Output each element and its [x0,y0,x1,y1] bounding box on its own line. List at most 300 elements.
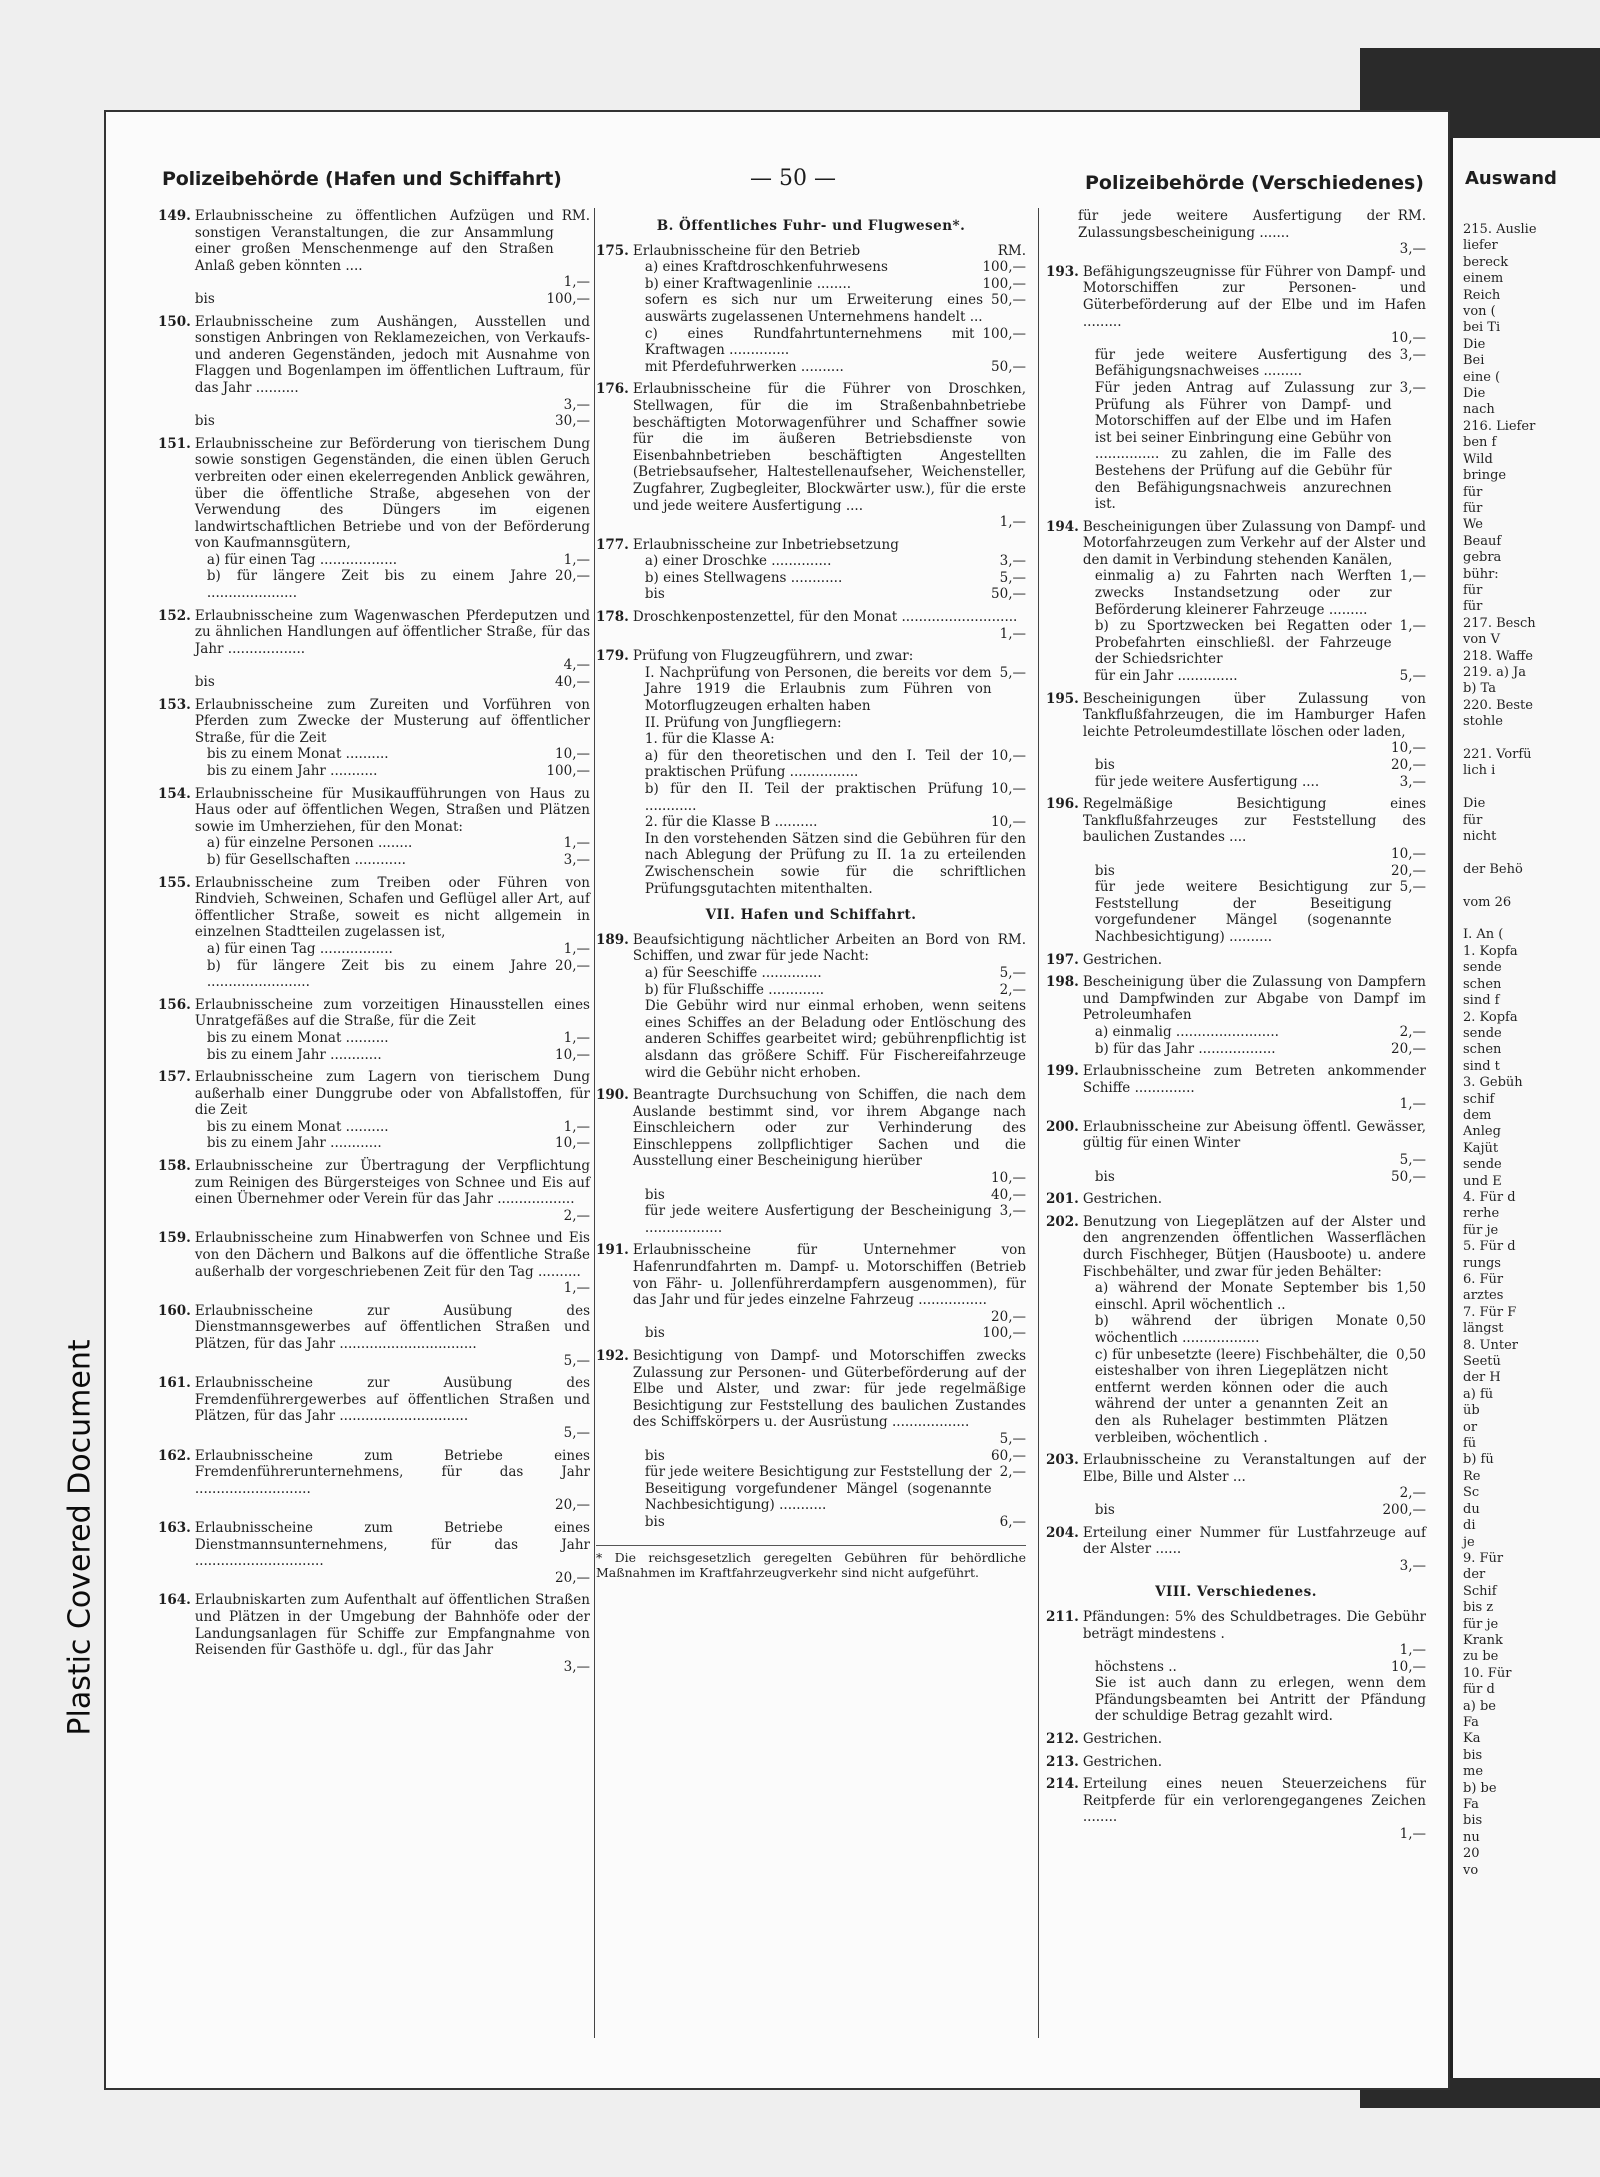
fee-label: für jede weitere Ausfertigung des Befähigungsnachweises ......... [1094,346,1392,380]
fee-value: 3,— [1399,379,1426,396]
entry-number: 214. [1046,1776,1079,1793]
adjacent-page-line: 1. Kopfa [1463,943,1518,959]
fee-entry [1046,519,1426,685]
entry-text: Gestrichen. [1082,1753,1163,1770]
entry-text: Erlaubnisscheine zur Inbetriebsetzung [632,536,899,553]
entry-text: Erteilung einer Nummer für Lustfahrzeuge auf der Alster ...... [1082,1524,1426,1558]
fee-label: c) für unbesetzte (leere) Fischbehälter, die eisteshalber von ihren Liegeplätzen nicht entfernt werden können oder die auch während der unter a genannten Zeit an den als Ruhelager bestimmten Plätzen verbleiben, wöchentlich . [1094,1346,1388,1446]
fee-value: 60,— [991,1447,1026,1464]
entry-text: Erlaubnisscheine für Musikaufführungen von Haus zu Haus oder auf öffentlichen Wegen, Straßen und Plätzen sowie im Umherziehen, für den Monat: [194,785,590,835]
fee-row [195,1353,590,1370]
adjacent-page-line [1463,845,1537,861]
fee-value: 5,— [1399,1152,1426,1169]
fee-row [195,552,590,569]
entry-body [633,932,1026,1081]
fee-entry [596,381,1026,530]
entry-text: Besichtigung von Dampf- und Motorschiffen zwecks Zulassung zur Personen- und Güterbeförderung auf der Elbe und Alster, und zwar: für jede regelmäßige Besichtigung zur Feststellung des baulichen Zustandes des Schiffskörpers u. der Ausrüstung .................. [632,1348,1026,1431]
fee-label: bis [1094,1168,1115,1185]
entry-body [1083,796,1426,945]
fee-label: a) einer Droschke .............. [644,553,832,570]
entry-number [1046,208,1074,258]
adjacent-page-line: bis [1463,1813,1483,1829]
adjacent-page-line: Re [1463,1468,1481,1484]
entry-body [195,786,590,869]
entry-text: Erlaubnisscheine zur Abeisung öffentl. Gewässer, gültig für einen Winter [1082,1118,1426,1152]
fee-row [633,1187,1026,1204]
entry-text: Erlaubnisscheine zur Ausübung des Dienstmannsgewerbes auf öffentlichen Straßen und Plätzen, für das Jahr ................................ [194,1302,590,1352]
adjacent-page-line: für je [1463,1616,1499,1632]
fee-entry [158,608,590,691]
fee-label: b) zu Sportzwecken bei Regatten oder Probefahrten einschließl. der Fahrzeuge der Schiedsrichter [1094,618,1392,668]
entry-text: Gestrichen. [1082,1731,1163,1748]
entry-note: Sie ist auch dann zu erlegen, wenn dem Pfändungsbeamten bei Antritt der Pfändung der schuldige Betrag gezahlt wird. [1094,1675,1426,1725]
entry-number: 176. [596,381,629,398]
fee-row [633,359,1026,376]
fee-value: 4,— [563,657,590,674]
entry-body [195,1375,590,1441]
fee-label: einmalig a) zu Fahrten nach Werften zwecks Instandsetzung oder zur Beförderung kleinerer Fahrzeuge ......... [1094,568,1392,618]
column-3-entries-misc [1046,1609,1426,1843]
adjacent-page-line: vom 26 [1463,894,1512,910]
fee-row [195,1030,590,1047]
entry-text: Erlaubnisscheine zum Wagenwaschen Pferdeputzen und zu ähnlichen Handlungen auf öffentlicher Straße, für das Jahr .................. [194,607,590,657]
fee-entry [1046,691,1426,791]
adjacent-page-line: Schif [1463,1583,1497,1599]
fee-row [633,626,1026,643]
fee-entry [158,997,590,1063]
fee-entry [1046,974,1426,1057]
entry-body [633,1242,1026,1342]
entry-text-content: Erlaubnisscheine für den Betrieb [632,242,861,259]
fee-label: b) für längere Zeit bis zu einem Jahre ........................ [206,957,548,991]
fee-value [1018,715,1026,732]
section-heading-vii: VII. Hafen und Schiffahrt. [705,907,917,924]
entry-body [195,436,590,602]
fee-row [195,1119,590,1136]
fee-value: 1,— [563,551,590,568]
entry-text: Erlaubnisscheine zum Aushängen, Ausstellen und sonstigen Anbringen von Reklamezeichen, von Verkaufs- und anderen Gegenständen, jedoch mit Ausnahme von Flaggen und Bogenlampen im öffentlichen Luftraum, für das Jahr .......... [194,313,590,396]
entry-text: Regelmäßige Besichtigung eines Tankflußfahrzeuges zur Feststellung des baulichen Zustandes .... [1082,796,1426,846]
adjacent-page-line: 220. Beste [1463,697,1533,713]
adjacent-page-line: Anleg [1463,1124,1501,1140]
fee-value: 3,— [563,396,590,413]
adjacent-page-line: sind t [1463,1058,1500,1074]
fee-row [633,665,1026,715]
fee-row [1083,863,1426,880]
fee-entry [158,1230,590,1296]
fee-value: 1,— [563,835,590,852]
fee-entry [1046,208,1426,258]
fee-entry [1046,1525,1426,1575]
fee-row [1083,1826,1426,1843]
adjacent-page-line: Sc [1463,1485,1480,1501]
fee-value: 100,— [982,325,1026,342]
fee-value: 10,— [555,1046,590,1063]
adjacent-page-line: 2. Kopfa [1463,1009,1518,1025]
entry-number: 201. [1046,1191,1079,1208]
entry-text: Prüfung von Flugzeugführern, und zwar: [632,648,914,665]
fee-row [633,1203,1026,1236]
entry-number: 153. [158,696,191,713]
fee-label: c) eines Rundfahrtunternehmens mit Kraftwagen .............. [644,325,975,359]
fee-value: 5,— [999,664,1026,681]
entry-body [1083,264,1426,513]
adjacent-page-line: ben f [1463,435,1497,451]
fee-row [1083,618,1426,668]
fee-entry [158,208,590,308]
document-page [104,110,1450,2090]
fee-value: 10,— [1391,845,1426,862]
adjacent-page-line: sind f [1463,993,1500,1009]
fee-entry [1046,264,1426,513]
entry-number: 163. [158,1519,191,1536]
entry-number: 197. [1046,951,1079,968]
fee-label: 1. für die Klasse A: [644,731,775,748]
fee-value: 3,— [1399,1557,1426,1574]
fee-label: bis [644,1513,665,1530]
fee-value: 3,— [1399,241,1426,258]
entry-number: 149. [158,208,191,224]
fee-value: 2,— [1399,1023,1426,1040]
fee-row [195,274,590,291]
entry-body [195,314,590,430]
fee-row [195,413,590,430]
adjacent-page-line: Bei [1463,353,1485,369]
header-left-title: Polizeibehörde (Hafen und Schiffahrt) [162,168,562,190]
fee-value: 20,— [555,568,590,585]
adjacent-page-line: bei Ti [1463,320,1501,336]
fee-entry [1046,1776,1426,1842]
adjacent-page-line: 221. Vorfü [1463,747,1532,762]
fee-row [1083,1280,1426,1313]
section-heading-b: B. Öffentliches Fuhr- und Flugwesen*. [656,218,966,234]
fee-label: bis [644,1186,665,1203]
adjacent-page-line: schif [1463,1091,1495,1107]
entry-body [1083,691,1426,791]
fee-label: sofern es sich nur um Erweiterung eines auswärts zugelassenen Unternehmens handelt ... [644,292,984,325]
adjacent-page-line: nu [1463,1829,1480,1845]
entry-text: Bescheinigungen über Zulassung von Tankflußfahrzeugen, die im Hamburger Hafen leichte Petroleumdestillate löschen oder laden, [1082,690,1426,740]
fee-label: b) während der übrigen Monate wöchentlich .................. [1094,1313,1388,1346]
fee-row [633,570,1026,587]
adjacent-page-line: sende [1463,960,1502,976]
fee-value: 10,— [991,814,1026,831]
fee-row [1083,846,1426,863]
fee-entry [596,1348,1026,1531]
fee-row [1083,1558,1426,1575]
entry-body [633,243,1026,376]
fee-row [195,568,590,601]
fee-value: 40,— [555,674,590,691]
entry-text [633,243,1026,260]
fee-label: Für jeden Antrag auf Zulassung zur Prüfung als Führer von Dampf- und Motorschiffen auf der Elbe und im Hafen ist bei seiner Einbringung eine Gebühr von ............... zu zahlen, die im Falle des Bestehens der Prüfung auf die Gebühr für den Befähigungsnachweis anzurechnen ist. [1094,379,1392,513]
entry-text: Erlaubnisscheine für die Führer von Droschken, Stellwagen, für die im Straßenbahnbetriebe beschäftigten Motorwagenführer und Schaffner sowie für die im äußeren Betriebsdienste von Eisenbahnbetrieben beschäftigten Angestellten (Betriebsaufseher, Haltestellenaufseher, Weichensteller, Zugfahrer, Zugbegleiter, Blockwärter usw.), für die erste und jede weitere Ausfertigung .... [632,381,1026,514]
fee-row [633,982,1026,999]
adjacent-page-line: 216. Liefer [1463,418,1536,434]
fee-entry [158,1069,590,1152]
fee-label: für jede weitere Ausfertigung .... [1094,773,1320,790]
fee-label: für jede weitere Besichtigung zur Feststellung der Beseitigung vorgefundener Mängel (sogenannte Nachbesichtigung) ........... [644,1464,992,1514]
fee-label: b) für Gesellschaften ............ [206,851,406,868]
fee-value: 3,— [563,851,590,868]
adjacent-page-line [1463,911,1537,927]
adjacent-page-line [1463,878,1537,894]
adjacent-page-line: 7. Für F [1463,1304,1517,1320]
fee-entry [596,243,1026,376]
entry-number: 191. [596,1242,629,1259]
entry-text-content: für jede weitere Ausfertigung der Zulassungsbescheinigung ....... [1078,208,1390,241]
fee-value: 100,— [982,1325,1026,1342]
fee-value: 5,— [563,1352,590,1369]
adjacent-page-line: 9. Für [1463,1550,1504,1566]
entry-text: Bescheinigung über die Zulassung von Dampfern und Dampfwinden zur Abgabe von Dampf im Petroleumhafen [1082,974,1426,1024]
fee-row [1083,1485,1426,1502]
fee-entry [596,932,1026,1081]
fee-entry [158,1592,590,1675]
fee-value: 10,— [991,781,1026,797]
fee-row [195,941,590,958]
entry-text-row [633,932,1026,965]
entry-body [633,1348,1026,1531]
adjacent-page-line: 10. Für [1463,1665,1512,1681]
fee-row [1083,757,1426,774]
section-heading-viii: VIII. Verschiedenes. [1155,1584,1317,1601]
fee-value: 1,— [999,625,1026,642]
fee-row [195,674,590,691]
adjacent-page-line: bis [1463,1747,1483,1763]
fee-entry [596,1087,1026,1236]
adjacent-page-line: rungs [1463,1255,1501,1271]
column-rule [594,208,595,2038]
adjacent-page-line: Ka [1463,1731,1481,1747]
entry-number: 200. [1046,1118,1079,1135]
fee-entry [1046,1754,1426,1771]
fee-label: 2. für die Klasse B .......... [644,814,818,831]
entry-number: 160. [158,1302,191,1319]
adjacent-page-line: üb [1463,1403,1480,1419]
entry-text-content: Beaufsichtigung nächtlicher Arbeiten an Bord von Schiffen, und zwar für jede Nacht: [632,931,990,965]
entry-number: 151. [158,435,191,452]
entry-body [195,1158,590,1224]
entry-text: Gestrichen. [1082,1191,1163,1208]
fee-row [633,1309,1026,1326]
entry-text: Erteilung eines neuen Steuerzeichens für Reitpferde für ein verlorengegangenes Zeichen ........ [1082,1776,1426,1826]
adjacent-page-line: du [1463,1501,1480,1517]
adjacent-page-line: fü [1463,1436,1477,1452]
fee-value: 1,— [999,514,1026,531]
entry-body [633,1087,1026,1236]
entry-text: Erlaubnisscheine zur Ausübung des Fremdenführergewerbes auf öffentlichen Straßen und Plätzen, für das Jahr .............................. [194,1375,590,1425]
fee-value: 1,— [563,940,590,957]
adjacent-page-line: b) be [1463,1780,1497,1796]
entry-number: 198. [1046,974,1079,991]
adjacent-page-line: für [1463,812,1483,828]
adjacent-page-line: Die [1463,386,1486,402]
entry-number: 150. [158,313,191,330]
fee-row [1083,774,1426,791]
entry-text-content: Erlaubnisscheine zu öffentlichen Aufzügen und sonstigen Veranstaltungen, die zur Ansammlung einer großen Menschenmenge auf den Straßen Anlaß geben könnten .... [194,208,554,274]
fee-value: 1,— [1399,568,1426,585]
entry-body [195,608,590,691]
adjacent-page-line: 219. a) Ja [1463,664,1526,680]
fee-label: bis zu einem Jahr ........... [206,763,378,779]
adjacent-page-line: 3. Gebüh [1463,1075,1523,1091]
column-2-entries-harbour [596,932,1026,1531]
fee-row [195,657,590,674]
entry-number: 164. [158,1592,191,1609]
fee-label: bis [194,290,215,307]
fee-row [195,1047,590,1064]
entry-body [1083,952,1426,969]
column-rule [1038,208,1039,2038]
entry-text: Erlaubnisscheine zum Lagern von tierischem Dung außerhalb einer Dunggrube oder von Abfallstoffen, für die Zeit [194,1069,590,1119]
fee-row [195,763,590,780]
adjacent-page-line: gebra [1463,550,1502,566]
fee-value: 50,— [991,358,1026,375]
fee-value: 20,— [555,957,590,974]
fee-entry [158,1375,590,1441]
adjacent-page-line [1463,780,1537,796]
entry-text: Erlaubnisscheine zum Betriebe eines Dienstmannsunternehmens, für das Jahr .............................. [194,1519,590,1570]
adjacent-page-line: liefer [1463,238,1498,254]
fee-label: II. Prüfung von Jungfliegern: [644,714,842,731]
adjacent-page-line: für [1463,582,1483,598]
fee-row [633,731,1026,748]
fee-value: 5,— [999,1430,1026,1447]
adjacent-page-line: 215. Auslie [1463,222,1537,237]
entry-number: 202. [1046,1213,1079,1230]
fee-label: a) für einzelne Personen ........ [206,835,413,852]
adjacent-page-line: or [1463,1419,1478,1435]
fee-entry [1046,1119,1426,1185]
fee-value: 1,— [1399,1096,1426,1113]
fee-value: 1,— [563,1118,590,1135]
fee-row [633,1325,1026,1342]
fee-row [1083,879,1426,945]
fee-value: 100,— [982,275,1026,292]
adjacent-page-line: di [1463,1518,1476,1534]
adjacent-page-line: zu be [1463,1649,1499,1665]
fee-label: a) eines Kraftdroschkenfuhrwesens [644,259,888,276]
entry-body [1083,1754,1426,1771]
adjacent-page-line: von V [1463,632,1501,648]
fee-label: I. Nachprüfung von Personen, die bereits vor dem Jahre 1919 die Erlaubnis zum Führen von Motorflugzeugen erhalten haben [644,664,992,715]
adjacent-page-line: längst [1463,1321,1504,1337]
fee-row [195,291,590,308]
fee-value: 1,— [1399,618,1426,635]
fee-value: 10,— [1391,740,1426,757]
entry-text: Erlaubniskarten zum Aufenthalt auf öffentlichen Straßen und Plätzen in der Umgebung der Bahnhöfe oder der Landungsanlagen für Schiffe zur Empfangnahme von Reisenden für Gasthöfe u. dgl., für das Jahr [194,1592,590,1659]
fee-row [1083,1642,1426,1659]
fee-value: 2,— [999,1464,1026,1481]
adjacent-page-line: sende [1463,1025,1502,1041]
adjacent-page-line: Reich [1463,287,1501,303]
adjacent-page-line [1463,731,1537,747]
adjacent-page-line: rerhe [1463,1206,1500,1222]
fee-label: bis zu einem Jahr ............ [206,1135,382,1152]
page-header [162,160,1424,200]
fee-value: 1,50 [1395,1280,1426,1297]
entry-body [1078,208,1426,258]
fee-row [195,852,590,869]
fee-label: mit Pferdefuhrwerken .......... [644,358,844,375]
adjacent-page-line: nach [1463,402,1495,418]
entry-body [1083,1776,1426,1842]
fee-row [1083,568,1426,618]
fee-row [633,965,1026,982]
fee-entry [158,1448,590,1514]
fee-row [1083,1169,1426,1186]
entry-number: 190. [596,1087,629,1104]
entry-number: 189. [596,931,629,948]
fee-value: 20,— [555,1569,590,1586]
fee-value: 100,— [982,259,1026,276]
adjacent-page-line: je [1463,1534,1475,1550]
entry-number: 212. [1046,1731,1079,1748]
fee-value: 20,— [1391,757,1426,773]
entry-body [1083,1609,1426,1725]
fee-row [195,746,590,763]
fee-label: höchstens .. [1094,1658,1177,1675]
entry-text: Erlaubnisscheine für Unternehmer von Hafenrundfahrten m. Dampf- u. Motorschiffen (Betrieb von Fähr- u. Jollenführerdampfern ausgenommen), für das Jahr und für jedes einzelne Fahrzeug ................ [632,1242,1026,1309]
entry-number: 195. [1046,690,1079,707]
entry-body [195,1448,590,1514]
entry-text [195,208,590,274]
adjacent-page-line: dem [1463,1107,1492,1123]
adjacent-page-line: 8. Unter [1463,1337,1518,1353]
adjacent-page-line: bereck [1463,254,1509,270]
entry-body [1083,1214,1426,1446]
adjacent-page-line: für [1463,599,1483,615]
fee-value: 3,— [999,1203,1026,1220]
adjacent-page-header: Auswand [1465,168,1557,189]
entry-text-row [195,208,590,274]
entry-number: 175. [596,242,629,259]
fee-entry [1046,1731,1426,1748]
column-2 [596,208,1026,1580]
entry-number: 199. [1046,1063,1079,1080]
fee-row [633,1464,1026,1514]
entry-body [195,208,590,308]
fee-row [633,814,1026,831]
fee-row [1083,1041,1426,1058]
fee-label: a) für Seeschiffe .............. [644,964,822,981]
fee-row [1083,1152,1426,1169]
entry-number: 177. [596,536,629,553]
fee-value: 3,— [1399,773,1426,790]
adjacent-page-line: für [1463,500,1483,516]
adjacent-page-line: eine ( [1463,369,1501,385]
entry-number: 194. [1046,518,1079,535]
fee-row [1083,347,1426,380]
fee-label: bis [644,1325,665,1342]
fee-row [1083,330,1426,347]
adjacent-page-line: Kajüt [1463,1140,1499,1156]
fee-row [195,1208,590,1225]
fee-value [1018,731,1026,748]
fee-value: 200,— [1382,1501,1426,1518]
fee-value: 20,— [1391,862,1426,879]
fee-label: bis [1094,862,1115,879]
entry-body [633,609,1026,642]
entry-body [1083,974,1426,1057]
adjacent-page-line: b) fü [1463,1452,1494,1468]
entry-body [1083,1191,1426,1208]
fee-entry [1046,1063,1426,1113]
fee-value: 0,50 [1395,1346,1426,1363]
adjacent-page-line: einem [1463,271,1504,287]
fee-entry [158,314,590,430]
